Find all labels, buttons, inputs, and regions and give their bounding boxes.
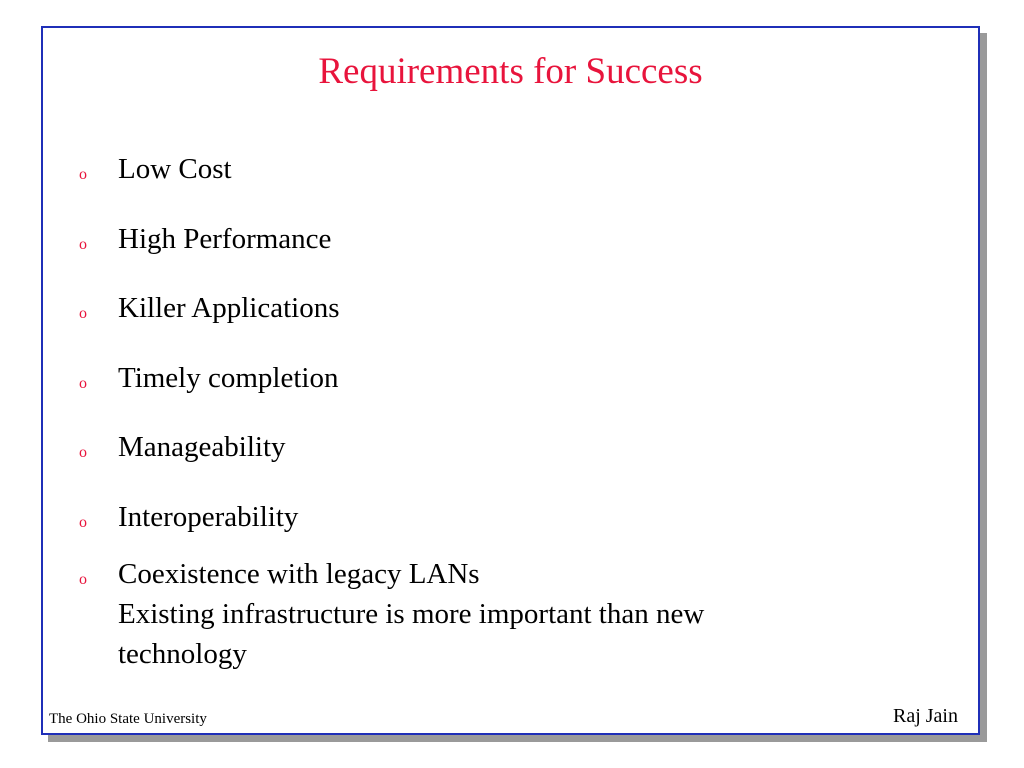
- bullet-text: [118, 288, 878, 328]
- bullet-line: Coexistence with legacy LANs: [118, 558, 480, 590]
- bullet-line: technology: [118, 638, 247, 670]
- bullet-text: [118, 219, 878, 259]
- bullet-marker: o: [79, 571, 87, 588]
- bullet-marker: o: [79, 166, 87, 183]
- bullet-line: Timely completion: [118, 362, 339, 394]
- bullet-list: [43, 28, 978, 733]
- bullet-line: High Performance: [118, 223, 332, 255]
- bullet-line: Killer Applications: [118, 292, 340, 324]
- bullet-marker: o: [79, 375, 87, 392]
- bullet-text: [118, 149, 878, 189]
- bullet-line: Manageability: [118, 431, 286, 463]
- slide: [41, 26, 980, 735]
- footer-institution: The Ohio State University: [49, 711, 207, 727]
- bullet-line: Interoperability: [118, 501, 299, 533]
- slide-title: Requirements for Success: [318, 51, 703, 92]
- bullet-text: [118, 427, 878, 467]
- bullet-line: Low Cost: [118, 153, 232, 185]
- bullet-marker: o: [79, 444, 87, 461]
- footer-author: Raj Jain: [893, 705, 958, 727]
- bullet-text: [118, 554, 878, 674]
- bullet-line: Existing infrastructure is more important than new: [118, 598, 705, 630]
- bullet-marker: o: [79, 514, 87, 531]
- bullet-marker: o: [79, 305, 87, 322]
- bullet-text: [118, 497, 878, 537]
- bullet-marker: o: [79, 236, 87, 253]
- bullet-text: [118, 358, 878, 398]
